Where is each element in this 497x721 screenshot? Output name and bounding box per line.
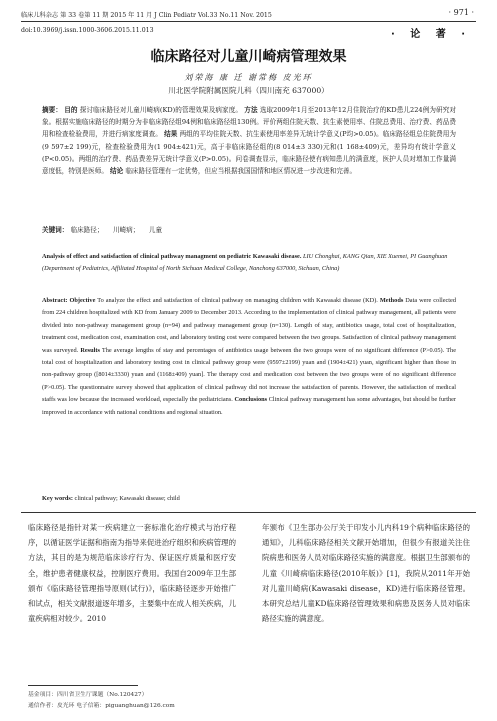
- abstract-en: [42, 295, 456, 419]
- en-abstract-label: Abstract:: [42, 297, 68, 304]
- authors: 刘荣海 康 迁 谢常梅 皮光环: [184, 73, 313, 82]
- page-number: · 971 ·: [448, 8, 474, 17]
- en-keyword: Kawasaki disease;: [119, 495, 166, 502]
- footnote-fund: 基金项目：四川省卫生厅课题（No.120427）: [28, 692, 148, 698]
- en-results-label: Results: [80, 346, 100, 354]
- journal-line: 临床儿科杂志 第 33 卷第 11 期 2015 年 11 月 J Clin Pediatr Vol.33 No.11 Nov. 2015: [21, 12, 272, 19]
- en-results-text: The average lengths of stay and percentages of antibiotics usage between the two groups were of no significant difference (P>0.05). The total cost of hospitalization and laboratory testing cost in clinical pathway group were (9597±2199) yuan and (1904±421) yuan, significant higher than those in non-pathway group ([8014±3330) yuan and (1168±409) yuan]. The therapy cost and medication cost between the two groups were of no significant difference (P>0.05). The questionnaire survey showed that application of clinical pathway did not increase the satisfaction of parents. However, the satisfaction of medical staffs was low because the increased workload, especially the pediatricians.: [42, 346, 456, 404]
- en-methods-text: Data were collected from 224 children hospitalized with KD from January 2009 to December 2013. According to the implementation of clinical pathway management, all patients were divided into non-pathway management group (n=94) and pathway management group (n=130). Length of stay, antibiotics usage, total cost of hospitalization, treatment cost, medication cost, examination cost, and laboratory testing cost were compared between the two groups. Satisfaction of clinical pathway management was surveyed.: [42, 297, 456, 354]
- affiliation: 川北医学院附属医院儿科（四川南充 637000）: [168, 86, 329, 95]
- abstract-cn: [42, 104, 456, 177]
- en-keyword: child: [167, 495, 180, 502]
- methods-text: 选取2009年1月至2013年12月住院治疗的KD患儿224例为研究对象。根据实施临床路径的时期分为非临床路径组94例和临床路径组130例。评价两组住院天数、抗生素使用率、住院总费用、治疗费、药品费用和检查检验费用，并进行病家度调查。: [42, 106, 457, 139]
- doi: doi:10.3969/j.issn.1000-3606.2015.11.013: [21, 27, 154, 34]
- keywords-label: 关键词：: [42, 226, 69, 234]
- en-keyword: clinical pathway;: [74, 495, 118, 502]
- objective-label: 目的: [64, 106, 78, 114]
- results-text: 两组的平均住院天数、抗生素使用率差异无统计学意义(P均>0.05)。临床路径组总住院费用为(9 597±2 199)元，检查检验费用为(1 904±421)元，高于非临床路径组的(8 014±3 330)元和(1 168±409)元，差异均有统计学意义(P<0.05)。两组的治疗费、药品费差异无统计学意义(P>0.05)。问卷调查显示，临床路径使有病知患儿的满意度，医护人员对增加工作量满意度低，特别是医师。: [42, 130, 456, 176]
- header-rule: [21, 21, 476, 22]
- en-conclusion-label: Conclusions: [234, 396, 268, 404]
- en-objective-label: Objective: [69, 297, 96, 304]
- section-label: · 论 著 ·: [390, 29, 471, 40]
- keyword: 儿童: [148, 226, 163, 234]
- footnote-rule: [28, 685, 138, 686]
- objective-text: 探讨临床路径对儿童川崎病(KD)的管理效果及病家度。: [79, 106, 243, 114]
- results-label: 结果: [164, 130, 178, 139]
- abstract-divider: [21, 512, 476, 513]
- en-keywords-label: Key words:: [42, 495, 73, 502]
- keyword: 川崎病: [112, 226, 133, 234]
- conclusion-label: 结论: [110, 167, 124, 176]
- body-column-left: 临床路径是指针对某一疾病建立一套标准化治疗模式与治疗程序，以循证医学证据和指南为指导来促进治疗组织和疾病管理的方法，其目的是为规范临床诊疗行为、保证医疗质量和医疗安全，维护患者健康权益，控制医疗费用。我国自2009年卫生部颁布《临床路径管理指导原则(试行)》，临床路径逐步开始推广和试点，相关文献报道逐年增多，主要集中在成人相关疾病，儿童疾病相对较少。2010: [28, 523, 236, 624]
- article-title: 临床路径对儿童川崎病管理效果: [150, 49, 347, 65]
- footnote-contact: 通信作者：皮光环 电子信箱：piguanghuan@126.com: [28, 703, 175, 709]
- abstract-label: 摘要：: [42, 106, 63, 114]
- body-column-right: 年颁布《卫生部办公厅关于印发小儿内科19个病种临床路径的通知》，儿科临床路径相关文献开始增加，但很少有报道关注住院病患和医务人员对临床路径实施的满意度。根据卫生部颁布的儿童《川崎病临床路径(2010年版)》[1]，我院从2011年开始对儿童川崎病(Kawasaki disease，KD)进行临床路径管理。本研究总结儿童KD临床路径管理效果和病患及医务人员对临床路径实施的满意度。: [262, 523, 470, 624]
- methods-label: 方法: [244, 106, 258, 114]
- keywords-cn: 关键词： 临床路径； 川崎病； 儿童: [42, 226, 163, 234]
- en-objective-text: To analyze the effect and satisfaction of clinical pathway on managing children with Kawasaki disease (KD).: [97, 297, 378, 304]
- en-methods-label: Methods: [379, 297, 404, 304]
- conclusion-text: 临床路径管理有一定优势，但应当根据我国国情和地区情况进一步改进和完善。: [125, 167, 357, 176]
- keyword: 临床路径: [70, 226, 97, 234]
- keywords-en: [42, 495, 456, 502]
- english-title-block: [42, 251, 456, 276]
- en-conclusion-text: Clinical pathway management has some advantages, but should be further improved in accordance with national conditions and regional situation.: [42, 396, 456, 416]
- running-header: [21, 8, 476, 20]
- english-authors: LIU Chonghai, KANG Qian, XIE Xuemei, PI Guanghuan (Department of Pediatrics, Affiliated Hospital of North Sichuan Medical College, Nanchong 637000, Sichuan, China): [42, 253, 448, 273]
- english-title: Analysis of effect and satisfaction of clinical pathway managment on pediatric Kawasaki disease.: [42, 253, 302, 260]
